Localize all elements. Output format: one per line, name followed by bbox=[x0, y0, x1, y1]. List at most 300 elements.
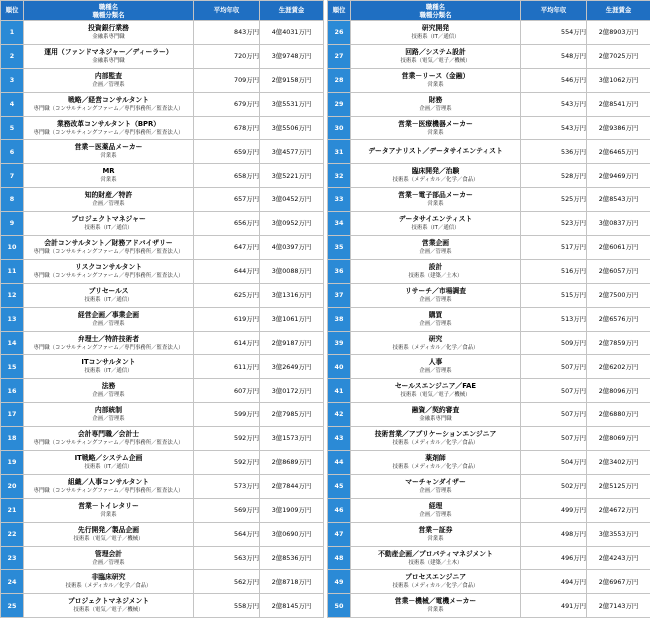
job-name: 購買 bbox=[428, 310, 443, 319]
job-name: 経営企画／事業企画 bbox=[77, 310, 140, 319]
salary-cell: 517万円 bbox=[521, 236, 587, 260]
job-name: リサーチ／市場調査 bbox=[404, 286, 467, 295]
lifetime-cell: 3億1061万円 bbox=[260, 307, 324, 331]
table-row bbox=[1, 570, 324, 594]
job-category: 技術系（メディカル／化学／食品） bbox=[392, 583, 479, 590]
job-cell bbox=[24, 403, 194, 427]
header-rank: 順位 bbox=[1, 1, 24, 21]
rank-cell: 48 bbox=[328, 546, 351, 570]
job-category: 技術系（メディカル／化学／食品） bbox=[392, 440, 479, 447]
lifetime-cell: 3億0088万円 bbox=[260, 259, 324, 283]
job-category: 専門職（コンサルティングファーム／専門事務所／監査法人） bbox=[33, 487, 184, 494]
job-cell bbox=[24, 236, 194, 260]
job-name: データアナリスト／データサイエンティスト bbox=[368, 147, 503, 156]
salary-cell: 592万円 bbox=[194, 427, 260, 451]
job-cell bbox=[351, 427, 521, 451]
lifetime-cell: 2億8903万円 bbox=[587, 21, 650, 45]
header-lifetime: 生涯賃金 bbox=[260, 1, 324, 21]
lifetime-cell: 3億0952万円 bbox=[260, 212, 324, 236]
rank-cell: 50 bbox=[328, 594, 351, 618]
job-name: 経理 bbox=[428, 501, 443, 510]
job-cell bbox=[351, 68, 521, 92]
rank-cell: 16 bbox=[1, 379, 24, 403]
job-name: 知的財産／特許 bbox=[84, 191, 133, 200]
lifetime-cell: 2億6465万円 bbox=[587, 140, 650, 164]
job-category: 営業系 bbox=[100, 177, 117, 184]
lifetime-cell: 2億6061万円 bbox=[587, 236, 650, 260]
job-cell bbox=[24, 570, 194, 594]
job-category: 専門職（コンサルティングファーム／専門事務所／監査法人） bbox=[33, 105, 184, 112]
lifetime-cell: 2億4243万円 bbox=[587, 546, 650, 570]
rank-cell: 22 bbox=[1, 522, 24, 546]
job-category: 企画／管理系 bbox=[419, 105, 452, 112]
rank-cell: 8 bbox=[1, 188, 24, 212]
salary-cell: 548万円 bbox=[521, 44, 587, 68]
job-cell bbox=[24, 355, 194, 379]
job-category: 企画／管理系 bbox=[92, 559, 125, 566]
job-name: 非臨床研究 bbox=[91, 573, 126, 582]
table-row bbox=[1, 379, 324, 403]
rank-cell: 32 bbox=[328, 164, 351, 188]
lifetime-cell: 2億9386万円 bbox=[587, 116, 650, 140]
rank-cell: 28 bbox=[328, 68, 351, 92]
table-row bbox=[328, 164, 650, 188]
job-name: 融資／契約審査 bbox=[411, 406, 460, 415]
table-row bbox=[1, 236, 324, 260]
job-cell bbox=[24, 379, 194, 403]
job-name: 運用（ファンドマネジャー／ディーラー） bbox=[44, 47, 173, 56]
table-row bbox=[1, 21, 324, 45]
job-cell bbox=[351, 570, 521, 594]
table-row bbox=[328, 498, 650, 522]
salary-cell: 507万円 bbox=[521, 355, 587, 379]
rank-cell: 46 bbox=[328, 498, 351, 522]
rank-cell: 23 bbox=[1, 546, 24, 570]
job-cell bbox=[24, 427, 194, 451]
job-name: 設計 bbox=[428, 262, 443, 271]
header-job-category: 職種分類名 bbox=[419, 10, 452, 19]
lifetime-cell: 2億6880万円 bbox=[587, 403, 650, 427]
salary-cell: 525万円 bbox=[521, 188, 587, 212]
rank-cell: 18 bbox=[1, 427, 24, 451]
salary-cell: 494万円 bbox=[521, 570, 587, 594]
job-cell bbox=[351, 44, 521, 68]
table-row bbox=[328, 140, 650, 164]
table-row bbox=[1, 427, 324, 451]
salary-cell: 659万円 bbox=[194, 140, 260, 164]
ranking-body-left bbox=[1, 21, 324, 618]
table-row bbox=[1, 164, 324, 188]
table-row bbox=[328, 21, 650, 45]
rank-cell: 7 bbox=[1, 164, 24, 188]
table-row bbox=[328, 92, 650, 116]
lifetime-cell: 3億9748万円 bbox=[260, 44, 324, 68]
salary-cell: 543万円 bbox=[521, 92, 587, 116]
lifetime-cell: 2億8069万円 bbox=[587, 427, 650, 451]
job-name: プリセールス bbox=[88, 286, 129, 295]
table-row bbox=[1, 498, 324, 522]
salary-cell: 619万円 bbox=[194, 307, 260, 331]
job-name: 研究開発 bbox=[421, 23, 450, 32]
rank-cell: 17 bbox=[1, 403, 24, 427]
lifetime-cell: 2億4672万円 bbox=[587, 498, 650, 522]
job-name: 法務 bbox=[101, 382, 116, 391]
job-cell bbox=[351, 116, 521, 140]
header-salary: 平均年収 bbox=[194, 1, 260, 21]
job-category: 企画／管理系 bbox=[92, 416, 125, 423]
job-name: 会計コンサルタント／財務アドバイザリー bbox=[44, 238, 173, 247]
salary-cell: 625万円 bbox=[194, 283, 260, 307]
salary-cell: 554万円 bbox=[521, 21, 587, 45]
salary-cell: 509万円 bbox=[521, 331, 587, 355]
salary-cell: 536万円 bbox=[521, 140, 587, 164]
salary-cell: 491万円 bbox=[521, 594, 587, 618]
rank-cell: 1 bbox=[1, 21, 24, 45]
job-cell bbox=[351, 546, 521, 570]
job-name: 内部監査 bbox=[94, 71, 123, 80]
salary-cell: 614万円 bbox=[194, 331, 260, 355]
job-category: 技術系（電気／電子／機械） bbox=[400, 392, 471, 399]
job-cell bbox=[351, 498, 521, 522]
header-job bbox=[24, 1, 194, 21]
table-row bbox=[1, 331, 324, 355]
job-cell bbox=[351, 307, 521, 331]
job-cell bbox=[351, 403, 521, 427]
table-row bbox=[328, 427, 650, 451]
job-name: 戦略／経営コンサルタント bbox=[68, 95, 149, 104]
job-cell bbox=[24, 451, 194, 475]
salary-cell: 592万円 bbox=[194, 451, 260, 475]
rank-cell: 45 bbox=[328, 474, 351, 498]
rank-cell: 27 bbox=[328, 44, 351, 68]
rank-cell: 36 bbox=[328, 259, 351, 283]
rank-cell: 43 bbox=[328, 427, 351, 451]
salary-cell: 516万円 bbox=[521, 259, 587, 283]
job-name: データサイエンティスト bbox=[398, 215, 473, 224]
table-row bbox=[1, 212, 324, 236]
rank-cell: 44 bbox=[328, 451, 351, 475]
lifetime-cell: 2億8145万円 bbox=[260, 594, 324, 618]
job-cell bbox=[351, 355, 521, 379]
lifetime-cell: 2億7844万円 bbox=[260, 474, 324, 498]
job-category: 金融系専門職 bbox=[419, 416, 452, 423]
lifetime-cell: 2億7143万円 bbox=[587, 594, 650, 618]
job-name: 営業－医薬品メーカー bbox=[74, 143, 143, 152]
table-row bbox=[1, 259, 324, 283]
job-cell bbox=[351, 140, 521, 164]
job-name: 投資銀行業務 bbox=[88, 23, 129, 32]
table-row bbox=[1, 188, 324, 212]
job-category: 技術系（IT／通信） bbox=[84, 368, 133, 375]
table-header-row bbox=[328, 1, 650, 21]
table-row bbox=[328, 188, 650, 212]
job-cell bbox=[24, 546, 194, 570]
job-category: 技術系（IT／通信） bbox=[84, 225, 133, 232]
header-job-name: 職種名 bbox=[98, 2, 119, 11]
table-row bbox=[1, 451, 324, 475]
salary-cell: 499万円 bbox=[521, 498, 587, 522]
job-name: 営業－リース（金融） bbox=[401, 71, 470, 80]
job-category: 専門職（コンサルティングファーム／専門事務所／監査法人） bbox=[33, 344, 184, 351]
job-cell bbox=[351, 474, 521, 498]
ranking-table-right bbox=[327, 0, 650, 618]
job-cell bbox=[24, 259, 194, 283]
rank-cell: 21 bbox=[1, 498, 24, 522]
table-row bbox=[328, 236, 650, 260]
table-row bbox=[328, 212, 650, 236]
job-cell bbox=[24, 140, 194, 164]
job-cell bbox=[24, 283, 194, 307]
job-category: 企画／管理系 bbox=[419, 368, 452, 375]
salary-cell: 563万円 bbox=[194, 546, 260, 570]
job-category: 技術系（建築／土木） bbox=[408, 559, 463, 566]
lifetime-cell: 2億8096万円 bbox=[587, 379, 650, 403]
job-name: 営業－証券 bbox=[418, 525, 453, 534]
salary-cell: 498万円 bbox=[521, 522, 587, 546]
lifetime-cell: 2億7500万円 bbox=[587, 283, 650, 307]
salary-cell: 657万円 bbox=[194, 188, 260, 212]
salary-cell: 502万円 bbox=[521, 474, 587, 498]
table-row bbox=[1, 92, 324, 116]
salary-cell: 513万円 bbox=[521, 307, 587, 331]
job-name: 財務 bbox=[428, 95, 443, 104]
job-cell bbox=[351, 164, 521, 188]
lifetime-cell: 3億1909万円 bbox=[260, 498, 324, 522]
rank-cell: 41 bbox=[328, 379, 351, 403]
job-category: 営業系 bbox=[427, 201, 444, 208]
table-row bbox=[1, 116, 324, 140]
table-row bbox=[1, 44, 324, 68]
table-row bbox=[328, 474, 650, 498]
header-job-category: 職種分類名 bbox=[92, 10, 125, 19]
job-category: 専門職（コンサルティングファーム／専門事務所／監査法人） bbox=[33, 248, 184, 255]
salary-cell: 599万円 bbox=[194, 403, 260, 427]
job-name: 内部統制 bbox=[94, 406, 123, 415]
job-name: マーチャンダイザー bbox=[405, 477, 466, 486]
salary-cell: 562万円 bbox=[194, 570, 260, 594]
table-row bbox=[328, 546, 650, 570]
job-name: 回路／システム設計 bbox=[405, 47, 466, 56]
ranking-table-left bbox=[0, 0, 324, 618]
rank-cell: 30 bbox=[328, 116, 351, 140]
job-name: 営業－医療機器メーカー bbox=[398, 119, 473, 128]
table-row bbox=[1, 522, 324, 546]
job-name: 不動産企画／プロパティマネジメント bbox=[378, 549, 493, 558]
lifetime-cell: 3億0172万円 bbox=[260, 379, 324, 403]
job-cell bbox=[24, 307, 194, 331]
lifetime-cell: 3億1316万円 bbox=[260, 283, 324, 307]
job-category: 技術系（IT／通信） bbox=[84, 296, 133, 303]
job-cell bbox=[351, 188, 521, 212]
job-category: 企画／管理系 bbox=[419, 296, 452, 303]
job-name: 会計専門職／会計士 bbox=[77, 430, 140, 439]
salary-cell: 720万円 bbox=[194, 44, 260, 68]
rank-cell: 29 bbox=[328, 92, 351, 116]
job-name: ITコンサルタント bbox=[81, 358, 136, 367]
header-job-name: 職種名 bbox=[425, 2, 446, 11]
lifetime-cell: 3億5506万円 bbox=[260, 116, 324, 140]
salary-cell: 611万円 bbox=[194, 355, 260, 379]
lifetime-cell: 2億8541万円 bbox=[587, 92, 650, 116]
lifetime-cell: 3億3553万円 bbox=[587, 522, 650, 546]
job-name: 研究 bbox=[428, 334, 443, 343]
lifetime-cell: 2億8718万円 bbox=[260, 570, 324, 594]
salary-cell: 507万円 bbox=[521, 403, 587, 427]
job-cell bbox=[24, 212, 194, 236]
job-category: 技術系（電気／電子／機械） bbox=[400, 57, 471, 64]
rank-cell: 2 bbox=[1, 44, 24, 68]
job-category: 技術系（IT／通信） bbox=[411, 225, 460, 232]
rank-cell: 38 bbox=[328, 307, 351, 331]
job-cell bbox=[24, 44, 194, 68]
job-category: 企画／管理系 bbox=[92, 392, 125, 399]
lifetime-cell: 3億5221万円 bbox=[260, 164, 324, 188]
salary-cell: 607万円 bbox=[194, 379, 260, 403]
job-name: MR bbox=[102, 167, 115, 176]
job-category: 営業系 bbox=[427, 535, 444, 542]
salary-cell: 564万円 bbox=[194, 522, 260, 546]
lifetime-cell: 2億6967万円 bbox=[587, 570, 650, 594]
table-row bbox=[328, 307, 650, 331]
job-category: 技術系（IT／通信） bbox=[84, 463, 133, 470]
table-row bbox=[328, 116, 650, 140]
salary-cell: 528万円 bbox=[521, 164, 587, 188]
job-name: 管理会計 bbox=[94, 549, 123, 558]
table-row bbox=[328, 331, 650, 355]
rank-cell: 19 bbox=[1, 451, 24, 475]
job-category: 企画／管理系 bbox=[419, 320, 452, 327]
lifetime-cell: 4億4031万円 bbox=[260, 21, 324, 45]
rank-cell: 37 bbox=[328, 283, 351, 307]
job-category: 企画／管理系 bbox=[92, 81, 125, 88]
job-category: 技術系（メディカル／化学／食品） bbox=[392, 463, 479, 470]
rank-cell: 42 bbox=[328, 403, 351, 427]
ranking-body-right bbox=[328, 21, 650, 618]
job-category: 専門職（コンサルティングファーム／専門事務所／監査法人） bbox=[33, 440, 184, 447]
salary-cell: 573万円 bbox=[194, 474, 260, 498]
job-cell bbox=[24, 498, 194, 522]
job-category: 技術系（メディカル／化学／食品） bbox=[65, 583, 152, 590]
job-name: プロジェクトマネジメント bbox=[67, 597, 150, 606]
lifetime-cell: 2億3402万円 bbox=[587, 451, 650, 475]
table-row bbox=[328, 594, 650, 618]
rank-cell: 13 bbox=[1, 307, 24, 331]
job-name: 技術営業／アプリケーションエンジニア bbox=[374, 430, 497, 439]
job-cell bbox=[351, 21, 521, 45]
job-cell bbox=[24, 21, 194, 45]
lifetime-cell: 2億6576万円 bbox=[587, 307, 650, 331]
table-row bbox=[1, 140, 324, 164]
rank-cell: 14 bbox=[1, 331, 24, 355]
job-name: 弁理士／特許技術者 bbox=[77, 334, 140, 343]
table-row bbox=[1, 68, 324, 92]
rank-cell: 4 bbox=[1, 92, 24, 116]
job-name: セールスエンジニア／FAE bbox=[395, 382, 476, 391]
job-cell bbox=[351, 236, 521, 260]
table-row bbox=[328, 379, 650, 403]
rank-cell: 39 bbox=[328, 331, 351, 355]
job-category: 専門職（コンサルティングファーム／専門事務所／監査法人） bbox=[33, 272, 184, 279]
lifetime-cell: 2億9187万円 bbox=[260, 331, 324, 355]
job-name: 営業－電子部品メーカー bbox=[398, 191, 473, 200]
lifetime-cell: 2億9469万円 bbox=[587, 164, 650, 188]
table-row bbox=[1, 474, 324, 498]
lifetime-cell: 4億0397万円 bbox=[260, 236, 324, 260]
job-cell bbox=[351, 379, 521, 403]
salary-cell: 543万円 bbox=[521, 116, 587, 140]
table-row bbox=[328, 68, 650, 92]
rank-cell: 6 bbox=[1, 140, 24, 164]
rank-cell: 11 bbox=[1, 259, 24, 283]
job-cell bbox=[351, 331, 521, 355]
table-row bbox=[1, 594, 324, 618]
header-salary: 平均年収 bbox=[521, 1, 587, 21]
job-category: 企画／管理系 bbox=[92, 320, 125, 327]
job-category: 営業系 bbox=[427, 129, 444, 136]
lifetime-cell: 2億8536万円 bbox=[260, 546, 324, 570]
table-row bbox=[1, 546, 324, 570]
job-category: 技術系（IT／通信） bbox=[411, 33, 460, 40]
rank-cell: 34 bbox=[328, 212, 351, 236]
job-category: 金融系専門職 bbox=[92, 33, 125, 40]
table-row bbox=[328, 403, 650, 427]
job-category: 企画／管理系 bbox=[419, 487, 452, 494]
job-name: IT戦略／システム企画 bbox=[74, 453, 143, 462]
job-name: プロジェクトマネジャー bbox=[71, 215, 146, 224]
lifetime-cell: 2億6202万円 bbox=[587, 355, 650, 379]
lifetime-cell: 3億1573万円 bbox=[260, 427, 324, 451]
salary-cell: 658万円 bbox=[194, 164, 260, 188]
salary-cell: 496万円 bbox=[521, 546, 587, 570]
table-row bbox=[328, 259, 650, 283]
job-name: 組織／人事コンサルタント bbox=[68, 477, 149, 486]
rank-cell: 26 bbox=[328, 21, 351, 45]
job-name: 人事 bbox=[428, 358, 443, 367]
rank-cell: 10 bbox=[1, 236, 24, 260]
salary-cell: 647万円 bbox=[194, 236, 260, 260]
job-name: 臨床開発／治験 bbox=[411, 167, 460, 176]
table-row bbox=[328, 283, 650, 307]
lifetime-cell: 2億7859万円 bbox=[587, 331, 650, 355]
job-cell bbox=[351, 212, 521, 236]
job-name: 営業企画 bbox=[421, 238, 450, 247]
rank-cell: 40 bbox=[328, 355, 351, 379]
job-category: 企画／管理系 bbox=[419, 511, 452, 518]
salary-cell: 504万円 bbox=[521, 451, 587, 475]
job-name: 営業－機械／電機メーカー bbox=[394, 597, 477, 606]
job-cell bbox=[24, 116, 194, 140]
job-cell bbox=[24, 331, 194, 355]
job-category: 企画／管理系 bbox=[92, 201, 125, 208]
salary-cell: 709万円 bbox=[194, 68, 260, 92]
lifetime-cell: 2億8689万円 bbox=[260, 451, 324, 475]
salary-cell: 644万円 bbox=[194, 259, 260, 283]
rank-cell: 49 bbox=[328, 570, 351, 594]
job-cell bbox=[24, 474, 194, 498]
job-cell bbox=[24, 68, 194, 92]
rank-cell: 31 bbox=[328, 140, 351, 164]
lifetime-cell: 3億4577万円 bbox=[260, 140, 324, 164]
job-category: 営業系 bbox=[100, 153, 117, 160]
job-name: 業務改革コンサルタント（BPR） bbox=[56, 119, 161, 128]
job-category: 技術系（電気／電子／機械） bbox=[73, 535, 144, 542]
rank-cell: 3 bbox=[1, 68, 24, 92]
salary-cell: 507万円 bbox=[521, 427, 587, 451]
table-header-row bbox=[1, 1, 324, 21]
job-cell bbox=[24, 188, 194, 212]
job-cell bbox=[24, 92, 194, 116]
rank-cell: 33 bbox=[328, 188, 351, 212]
